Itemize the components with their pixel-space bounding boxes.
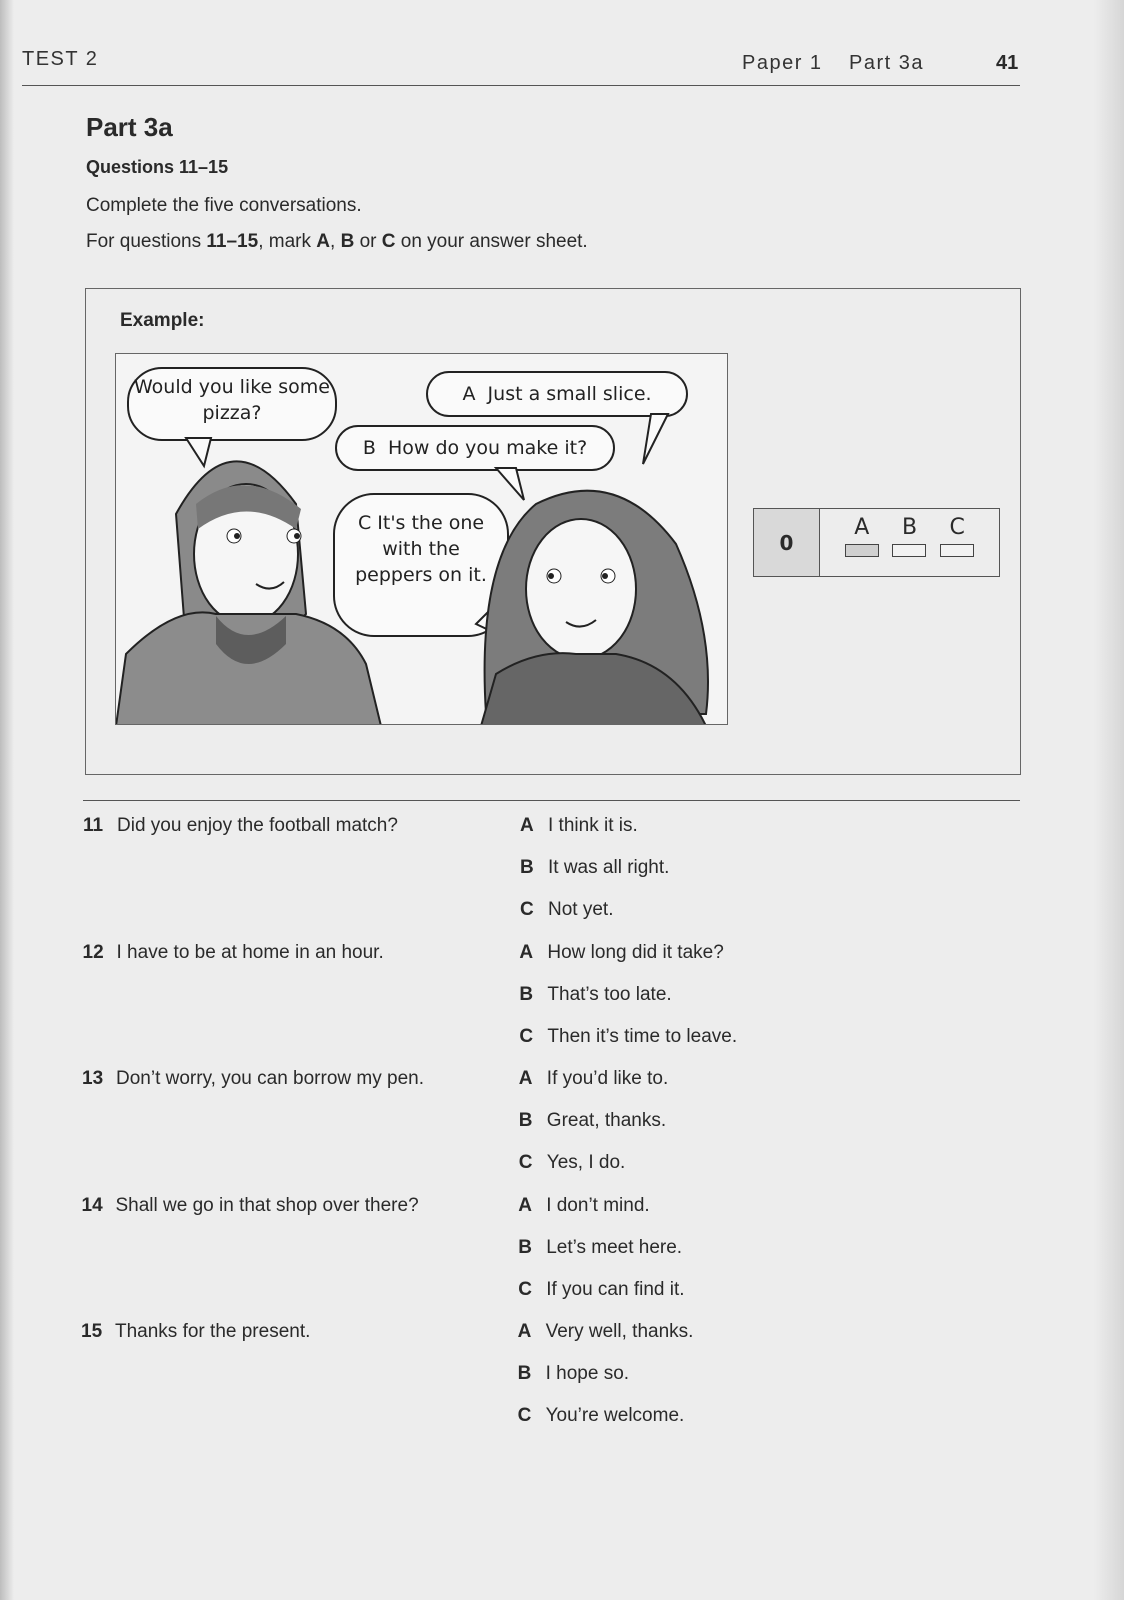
question-14-option-b — [518, 1237, 682, 1259]
answer-box — [892, 544, 926, 557]
option-text: If you’d like to. — [546, 1068, 669, 1089]
question-11-option-b — [520, 857, 669, 879]
question-text: Did you enjoy the football match? — [117, 815, 398, 836]
example-answer-sheet — [753, 508, 1000, 577]
option-letter: C — [518, 1152, 533, 1174]
option-letter: A — [518, 1194, 532, 1216]
answer-option-a — [845, 515, 879, 576]
questions-range: Questions 11–15 — [86, 157, 229, 177]
option-text: Then it’s time to leave. — [547, 1025, 738, 1047]
option-letter: A — [520, 815, 534, 836]
option-letter: C — [519, 1025, 534, 1047]
example-illustration — [115, 353, 728, 725]
option-text: I hope so. — [545, 1363, 630, 1385]
header-rule — [22, 85, 1020, 86]
text: B — [340, 231, 355, 252]
option-text: Let’s meet here. — [546, 1236, 683, 1258]
question-13-option-c — [519, 1152, 626, 1174]
page-edge-left — [0, 0, 14, 1600]
question-15-option-a — [518, 1321, 694, 1343]
speech-bubble-question: Would you like some pizza? — [133, 376, 330, 424]
text: C — [357, 512, 372, 534]
speech-bubble-option-a — [427, 381, 687, 407]
question-15-option-c — [518, 1405, 685, 1427]
text: For questions — [86, 231, 207, 252]
page-number: 41 — [996, 52, 1019, 74]
text: or — [354, 231, 382, 252]
option-letter: A — [517, 1321, 532, 1342]
option-letter: B — [519, 983, 534, 1005]
answer-box-marked — [845, 544, 879, 557]
option-text: If you can find it. — [546, 1278, 685, 1300]
page-edge-right — [1094, 0, 1124, 1600]
page-title: Part 3a — [86, 112, 173, 142]
question-13 — [82, 1068, 424, 1090]
text: B — [362, 437, 376, 459]
option-text: I don’t mind. — [546, 1194, 650, 1216]
speech-bubble-option-b — [336, 435, 614, 461]
question-number: 12 — [82, 941, 104, 963]
question-text: I have to be at home in an hour. — [116, 941, 384, 963]
option-text: That’s too late. — [547, 983, 672, 1005]
option-letter: B — [518, 1236, 532, 1258]
option-letter: B — [518, 1110, 533, 1132]
text: A — [316, 231, 330, 252]
section-rule — [83, 800, 1020, 801]
answer-number: 0 — [754, 509, 820, 576]
text: on your answer sheet. — [395, 231, 588, 252]
question-15-option-b — [518, 1363, 629, 1385]
instruction-1: Complete the five conversations. — [86, 195, 362, 216]
question-number: 15 — [81, 1321, 103, 1342]
text: B — [901, 515, 918, 540]
question-12-option-c — [519, 1026, 737, 1048]
answer-option-c — [940, 515, 974, 576]
option-text: It was all right. — [548, 857, 670, 879]
option-letter: C — [520, 899, 534, 921]
instruction-2 — [86, 231, 588, 253]
text: 11–15 — [206, 231, 259, 252]
question-12 — [83, 942, 384, 964]
option-text: Yes, I do. — [546, 1152, 626, 1174]
text: It's the one with the peppers on it. — [355, 512, 487, 586]
question-15 — [81, 1321, 310, 1343]
option-text: You’re welcome. — [545, 1405, 685, 1427]
text: A — [854, 515, 870, 540]
option-text: Great, thanks. — [546, 1110, 667, 1132]
option-text: Very well, thanks. — [545, 1321, 694, 1342]
question-11 — [83, 815, 398, 837]
question-13-option-a — [519, 1068, 668, 1090]
option-text: Not yet. — [548, 899, 614, 921]
question-14 — [82, 1195, 419, 1217]
question-14-option-c — [518, 1279, 684, 1301]
question-number: 14 — [81, 1194, 103, 1216]
example-label: Example: — [120, 310, 205, 331]
option-letter: C — [517, 1405, 532, 1427]
answer-option-b — [892, 515, 926, 576]
text: C — [381, 231, 396, 252]
option-letter: B — [517, 1363, 532, 1385]
option-text: How long did it take? — [547, 941, 724, 963]
answer-box — [940, 544, 974, 557]
question-number: 13 — [82, 1068, 104, 1089]
question-text: Thanks for the present. — [115, 1321, 311, 1342]
text: , — [330, 231, 341, 252]
option-letter: C — [518, 1278, 532, 1300]
speech-bubble-option-c — [352, 510, 490, 588]
option-letter: A — [519, 941, 534, 963]
header-paper: Paper 1 — [742, 52, 823, 74]
question-13-option-b — [519, 1110, 666, 1132]
text: How do you make it? — [387, 437, 588, 459]
question-11-option-c — [520, 899, 613, 921]
question-text: Shall we go in that shop over there? — [115, 1194, 419, 1216]
question-14-option-a — [518, 1195, 650, 1217]
question-12-option-b — [519, 984, 671, 1006]
text: , mark — [258, 231, 317, 252]
question-11-option-a — [520, 815, 638, 837]
option-letter: A — [518, 1068, 533, 1089]
header-test: TEST 2 — [22, 48, 99, 70]
text: C — [949, 515, 965, 540]
header-part: Part 3a — [849, 52, 924, 74]
option-letter: B — [520, 857, 534, 879]
question-12-option-a — [519, 942, 723, 964]
question-text: Don’t worry, you can borrow my pen. — [116, 1068, 424, 1089]
option-text: I think it is. — [548, 815, 638, 836]
question-number: 11 — [83, 815, 104, 836]
text: Just a small slice. — [487, 383, 652, 405]
text: A — [462, 383, 476, 405]
